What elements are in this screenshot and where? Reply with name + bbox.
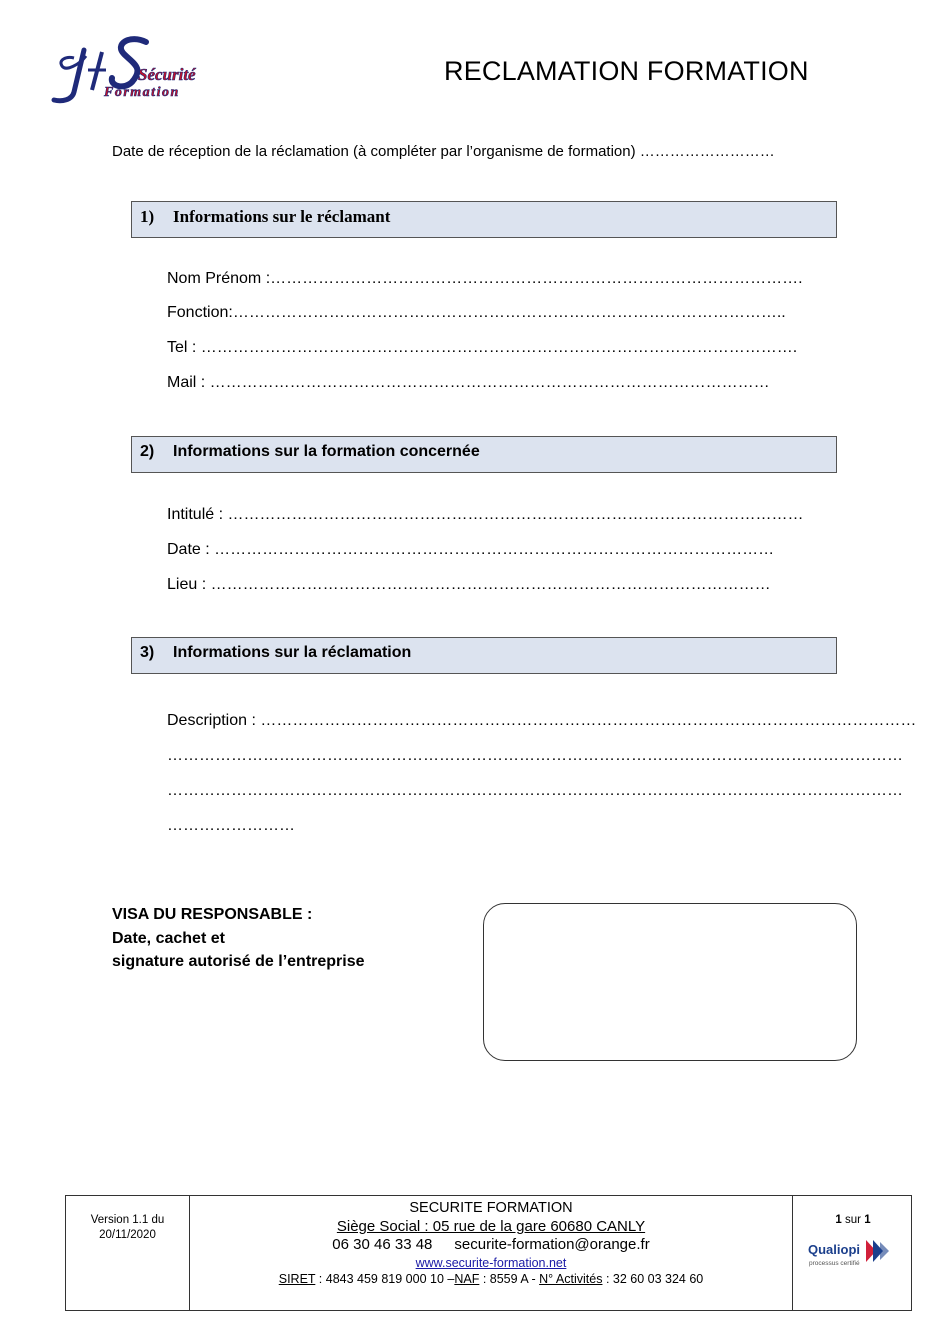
field-fonction[interactable]: Fonction:………………………………………………………………………………………….. (167, 304, 786, 321)
naf-label: NAF (454, 1272, 480, 1286)
field-nom-prenom[interactable]: Nom Prénom :………………………………………………………………………………………. (167, 270, 803, 287)
description-line[interactable]: …………………… (167, 817, 295, 834)
section-number: 2) (140, 443, 155, 460)
section-label: Informations sur la réclamation (173, 644, 412, 661)
section-title (140, 443, 480, 461)
footer-version (66, 1196, 190, 1310)
section-title (140, 207, 390, 227)
company-phone: 06 30 46 33 48 (332, 1236, 433, 1253)
section-header-claimant (131, 201, 837, 238)
logo-word-formation: Formation (104, 85, 180, 100)
section-label: Informations sur la formation concernée (173, 443, 480, 460)
visa-signature: signature autorisé de l’entreprise (112, 953, 365, 970)
qualiopi-subtitle: processus certifié (809, 1260, 860, 1267)
section-header-claim (131, 637, 837, 674)
document-title: RECLAMATION FORMATION (444, 56, 809, 86)
activites-value: : 32 60 03 324 60 (602, 1272, 704, 1286)
logo-word-securite: Sécurité (138, 65, 196, 84)
description-line[interactable]: ………………………………………………………………………………………………………………………… (167, 782, 903, 799)
siret-label: SIRET (278, 1272, 316, 1286)
section-number: 3) (140, 644, 155, 661)
qualiopi-word: Qualiopi (808, 1242, 860, 1257)
field-description[interactable]: Description : …………………………………………………………………………………………………………… (167, 712, 917, 729)
activites-label: N° Activités (539, 1272, 603, 1286)
section-number: 1) (140, 207, 155, 226)
company-registration (190, 1272, 792, 1286)
section-header-training (131, 436, 837, 473)
field-mail[interactable]: Mail : …………………………………………………………………………………………… (167, 374, 770, 391)
qualiopi-arrows-icon (864, 1238, 890, 1264)
company-website-link[interactable]: www.securite-formation.net (415, 1256, 567, 1270)
version-label: Version 1.1 du (90, 1214, 165, 1226)
company-address: Siège Social : 05 rue de la gare 60680 CANLY (336, 1218, 646, 1235)
company-logo (44, 30, 244, 112)
company-email[interactable]: securite-formation@orange.fr (454, 1236, 650, 1253)
page-current: 1 (835, 1214, 842, 1226)
qualiopi-logo (808, 1232, 890, 1276)
section-title (140, 644, 411, 662)
field-intitule[interactable]: Intitulé : ……………………………………………………………………………………………… (167, 506, 804, 523)
footer (65, 1195, 912, 1311)
visa-date-stamp: Date, cachet et (112, 929, 225, 947)
page-separator: sur (841, 1214, 865, 1226)
field-lieu[interactable]: Lieu : …………………………………………………………………………………………… (167, 576, 771, 593)
page-number (793, 1214, 913, 1226)
visa-heading: VISA DU RESPONSABLE : (112, 906, 313, 923)
signature-box[interactable] (483, 903, 857, 1061)
footer-company-info (190, 1196, 792, 1310)
footer-page-info (792, 1196, 913, 1310)
company-name: SECURITE FORMATION (409, 1200, 573, 1216)
naf-value: : 8559 A - (479, 1272, 540, 1286)
section-label: Informations sur le réclamant (173, 207, 391, 226)
field-date[interactable]: Date : …………………………………………………………………………………………… (167, 541, 775, 558)
visa-block (112, 903, 365, 974)
company-contact (190, 1236, 792, 1253)
field-tel[interactable]: Tel : …………………………………………………………………………………………………. (167, 339, 798, 356)
logo-graphic (44, 30, 244, 112)
version-date: 20/11/2020 (99, 1229, 156, 1241)
description-line[interactable]: ………………………………………………………………………………………………………………………… (167, 747, 903, 764)
page-total: 1 (864, 1214, 871, 1226)
siret-value: : 4843 459 819 000 10 – (315, 1272, 455, 1286)
reception-date-line: Date de réception de la réclamation (à compléter par l’organisme de formation) ……………………… (112, 143, 775, 160)
